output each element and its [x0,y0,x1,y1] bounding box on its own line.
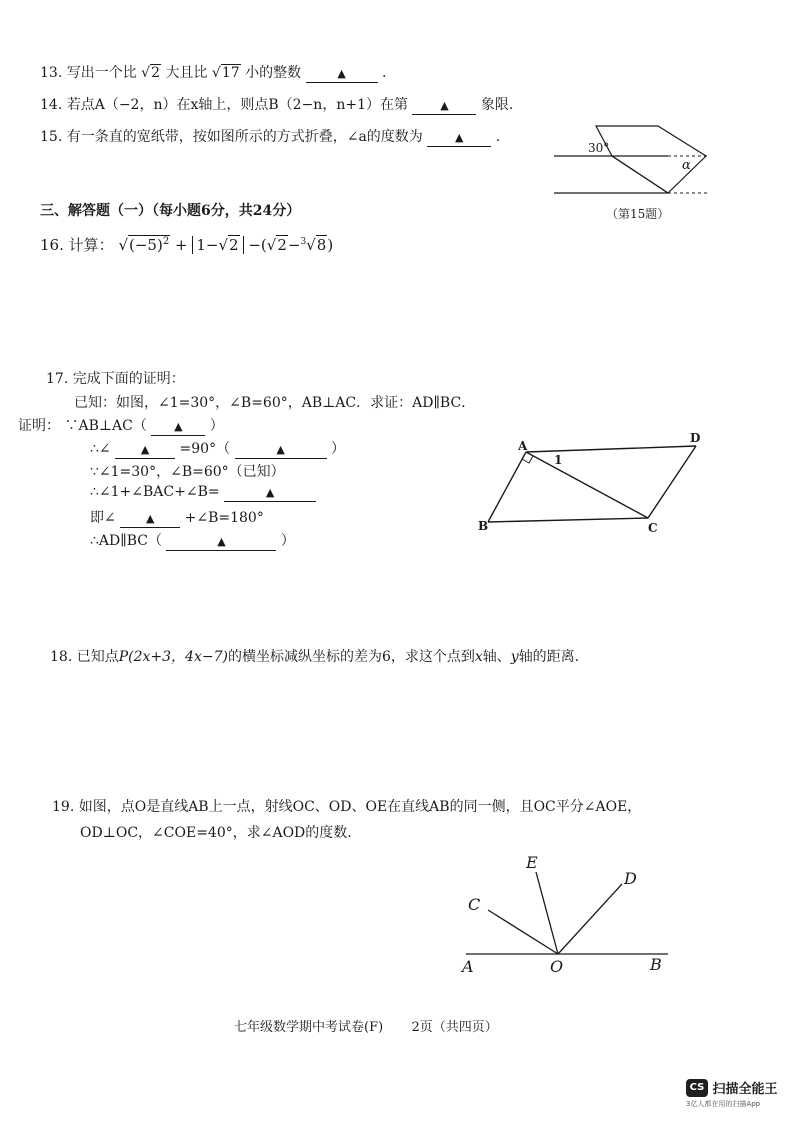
question-19-line-1: 19. 如图，点O是直线AB上一点，射线OC、OD、OE在直线AB的同一侧，且OC平分∠AOE， [52,799,642,815]
question-16: 16. 计算： $√(-5)^2 + 1-√2 -(√2-^3√8)$ [40,236,334,254]
answer-blank[interactable]: ▲ [412,97,476,115]
proof-step-3: ∵∠1=30°，∠B=60°（已知） [90,464,285,480]
question-17-intro: 17. 完成下面的证明： [46,371,185,387]
section-3-title: 三、解答题（一）（每小题6分，共24分） [40,203,301,219]
answer-blank[interactable]: ▲ [427,129,491,147]
app-tagline: 3亿人都在用的扫描App [686,1100,761,1108]
proof-step-2: ∴∠ ▲ =90°（ ▲ ） [90,441,345,457]
point-E: E [526,853,538,872]
proof-step-6: ∴AD∥BC（ ▲ ） [90,533,295,549]
angle-30-label: 30° [588,141,610,155]
point-D: D [624,869,637,888]
answer-blank[interactable]: ▲ [306,65,378,83]
question-number: 19. [52,799,75,815]
question-number: 16. [40,236,64,254]
figure-caption: （第15题） [606,207,670,221]
scanner-watermark [686,1078,777,1109]
point-B: B [650,955,662,974]
vertex-C: C [648,521,658,535]
angle-alpha-label: α [682,158,691,173]
q17-parallelogram-figure [472,426,712,542]
vertex-A: A [518,439,528,453]
question-18: 18. 已知点P(2x+3，4x−7)的横坐标减纵坐标的差为6，求这个点到x轴、y轴的距离. [50,649,580,665]
vertex-B: B [478,519,489,533]
question-number: 17. [46,371,69,387]
q19-rays-figure [458,848,698,978]
sqrt-2: √2 [141,65,161,81]
question-17-given: 已知：如图，∠1=30°，∠B=60°，AB⊥AC．求证：AD∥BC． [74,395,476,411]
cube-root-index: 3 [300,237,307,247]
app-name: 扫描全能王 [712,1082,778,1097]
angle-1-label: 1 [554,453,563,467]
camscanner-logo: CS [686,1079,708,1097]
question-number: 13. [40,65,63,81]
answer-blank[interactable]: ▲ [115,441,175,459]
page-footer [234,1016,498,1035]
point-C: C [468,895,481,914]
proof-step-5: 即∠ ▲ +∠B=180° [90,510,264,526]
answer-blank[interactable]: ▲ [224,484,316,502]
point-O: O [550,957,564,976]
proof-step-1: 证明： ∵AB⊥AC（ ▲ ） [18,418,224,434]
question-number: 14. [40,97,63,113]
question-15: 15. 有一条直的宽纸带，按如图所示的方式折叠，∠a的度数为 ▲ . [40,129,501,145]
q15-folded-strip-figure [548,112,718,227]
sqrt-17: √17 [211,65,240,81]
question-13: 13. 写出一个比 √2 大且比 √17 小的整数 ▲ . [40,65,387,81]
sqrt-expression: $√(-5)^2$ [118,236,170,254]
cube-root: √8 [306,236,327,254]
answer-blank[interactable]: ▲ [166,533,276,551]
question-14: 14. 若点A（−2，n）在x轴上，则点B（2−n，n+1）在第 ▲ 象限. [40,97,514,113]
answer-blank[interactable]: ▲ [120,510,180,528]
vertex-D: D [690,431,701,445]
proof-step-4: ∴∠1+∠BAC+∠B= ▲ [90,484,316,502]
exam-title: 七年级数学期中考试卷(F) [234,1020,384,1035]
question-19-line-2: OD⊥OC，∠COE=40°，求∠AOD的度数. [80,825,352,841]
absolute-value: 1−√2 [192,236,243,254]
answer-blank[interactable]: ▲ [235,441,327,459]
page-number: 2页（共四页） [411,1020,498,1035]
question-number: 15. [40,129,63,145]
answer-blank[interactable]: ▲ [151,418,205,436]
question-number: 18. [50,649,73,665]
point-A: A [462,957,474,976]
